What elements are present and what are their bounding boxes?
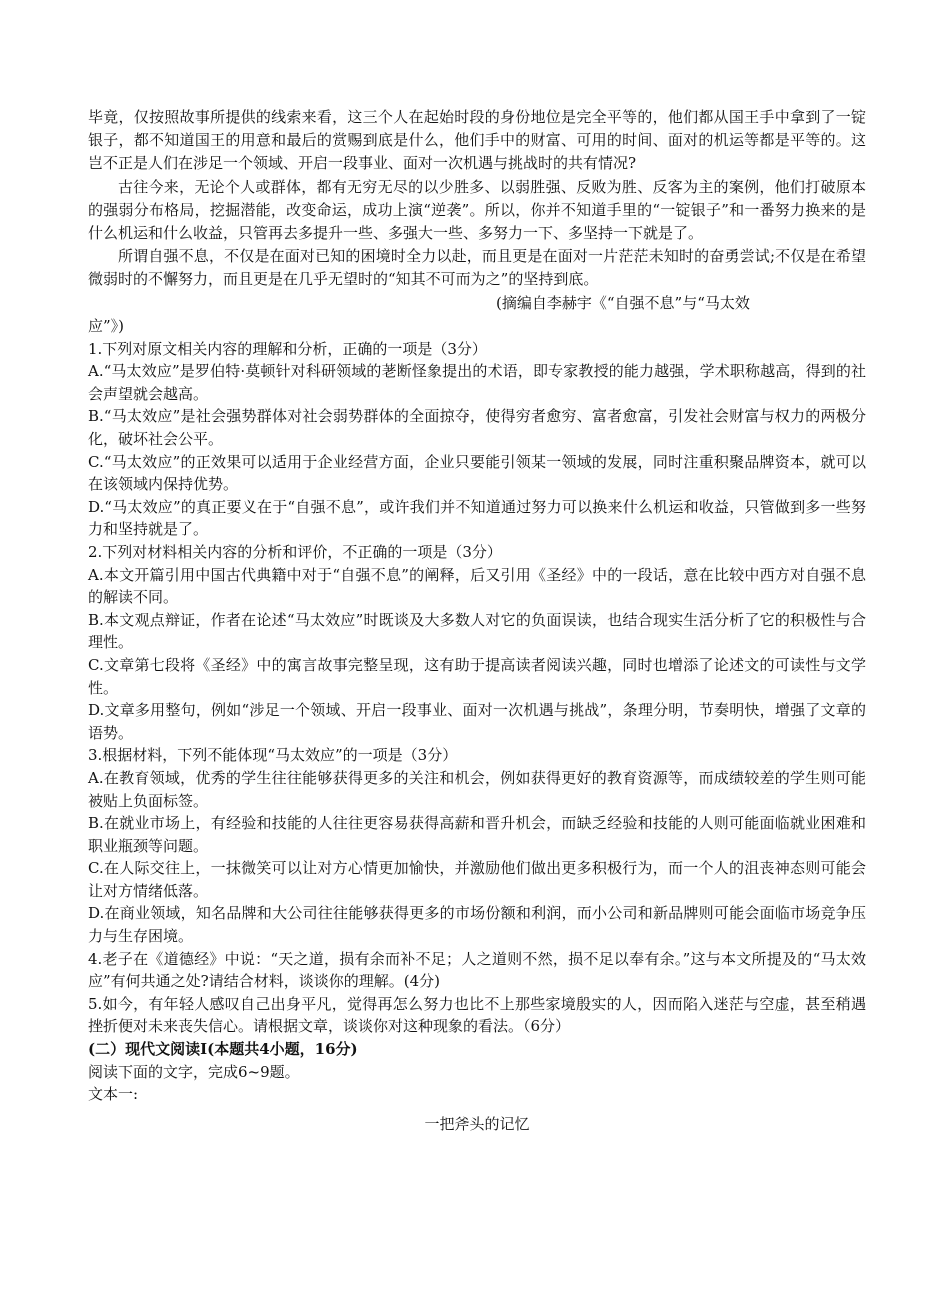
- text-label: 文本一:: [88, 1085, 139, 1104]
- passage-paragraph-2: 古往今来，无论个人或群体，都有无穷无尽的以少胜多、以弱胜强、反败为胜、反客为主的案例，他们打破原本的强弱分布格局，挖掘潜能，改变命运，成功上演“逆袭”。所以，你并不知道手里的“一锭银子”和一番努力换来的是什么机运和什么收益，只管再去多提升一些、多强大一些、多努力一下、多坚持一下就是了。: [88, 177, 866, 243]
- question-2-option-b: B.本文观点辩证，作者在论述“马太效应”时既谈及大多数人对它的负面误读，也结合现实生活分析了它的积极性与合理性。: [88, 610, 866, 652]
- question-2: [88, 541, 866, 744]
- question-1-option-c: C.“马太效应”的正效果可以适用于企业经营方面，企业只要能引领某一领域的发展，同时注重积聚品牌资本，就可以在该领域内保持优势。: [88, 452, 866, 494]
- text-column: [88, 106, 866, 1136]
- question-1-stem: 1.下列对原文相关内容的理解和分析，正确的一项是（3分）: [88, 339, 487, 358]
- question-5: 5.如今，有年轻人感叹自己出身平凡，觉得再怎么努力也比不上那些家境殷实的人，因而陷入迷茫与空虚，甚至稍遇挫折便对未来丧失信心。请根据文章，谈谈你对这种现象的看法。（6分）: [88, 994, 866, 1036]
- question-3-option-c: C.在人际交往上，一抹微笑可以让对方心情更加愉快，并激励他们做出更多积极行为，而一个人的沮丧神态则可能会让对方情绪低落。: [88, 859, 866, 900]
- question-4: 4.老子在《道德经》中说：“天之道，损有余而补不足；人之道则不然，损不足以奉有余。”这与本文所提及的“马太效应”有何共通之处?请结合材料，谈谈你的理解。(4分): [88, 949, 866, 991]
- passage-paragraph-3: 所谓自强不息，不仅是在面对已知的困境时全力以赴，而且更是在面对一片茫茫未知时的奋勇尝试;不仅是在希望微弱时的不懈努力，而且更是在几乎无望时的“知其不可而为之”的坚持到底。: [88, 247, 866, 289]
- source-citation-line-1: (摘编自李赫宇《“自强不息”与“马太效: [496, 293, 750, 312]
- question-3: [88, 744, 866, 947]
- section-instruction: 阅读下面的文字，完成6~9题。: [88, 1062, 300, 1081]
- question-2-stem: 2.下列对材料相关内容的分析和评价，不正确的一项是（3分）: [88, 542, 502, 561]
- story-title: 一把斧头的记忆: [424, 1114, 530, 1133]
- question-1-option-b: B.“马太效应”是社会强势群体对社会弱势群体的全面掠夺，使得穷者愈穷、富者愈富，引发社会财富与权力的两极分化，破坏社会公平。: [88, 407, 866, 448]
- question-1-option-d: D.“马太效应”的真正要义在于“自强不息”，或许我们并不知道通过努力可以换来什么机运和收益，只管做到多一些努力和坚持就是了。: [88, 497, 866, 539]
- question-2-option-d: D.文章多用整句，例如“涉足一个领域、开启一段事业、面对一次机遇与挑战”，条理分明，节奏明快，增强了文章的语势。: [88, 701, 866, 742]
- question-2-option-c: C.文章第七段将《圣经》中的寓言故事完整呈现，这有助于提高读者阅读兴趣，同时也增添了论述文的可读性与文学性。: [88, 655, 866, 697]
- question-3-option-a: A.在教育领域，优秀的学生往往能够获得更多的关注和机会，例如获得更好的教育资源等，而成绩较差的学生则可能被贴上负面标签。: [88, 768, 866, 810]
- source-citation: [88, 292, 866, 338]
- question-2-option-a: A.本文开篇引用中国古代典籍中对于“自强不息”的阐释，后又引用《圣经》中的一段话，意在比较中西方对自强不息的解读不同。: [88, 565, 866, 607]
- source-citation-line-2: 应”》): [88, 316, 125, 335]
- section-heading: (二）现代文阅读Ⅰ(本题共4小题，16分): [88, 1040, 358, 1059]
- question-3-option-b: B.在就业市场上，有经验和技能的人往往更容易获得高薪和晋升机会，而缺乏经验和技能的人则可能面临就业困难和职业瓶颈等问题。: [88, 814, 866, 855]
- question-1-option-a: A.“马太效应”是罗伯特·莫顿针对科研领域的荖断怪象提出的术语，即专家教授的能力越强，学术职称越高，得到的社会声望就会越高。: [88, 362, 866, 403]
- passage-paragraph-1: 毕竟，仅按照故事所提供的线索来看，这三个人在起始时段的身份地位是完全平等的，他们都从国王手中拿到了一锭银子，都不知道国王的用意和最后的赏赐到底是什么，他们手中的财富、可用的时间、面对的机运等都是平等的。这岂不正是人们在涉足一个领域、开启一段事业、面对一次机遇与挑战时的共有情况?: [88, 108, 866, 173]
- question-1: [88, 338, 866, 541]
- question-3-stem: 3.根据材料，下列不能体现“马太效应”的一项是（3分）: [88, 746, 458, 765]
- question-3-option-d: D.在商业领域，知名品牌和大公司往往能够获得更多的市场份额和利润，而小公司和新品牌则可能会面临市场竞争压力与生存困境。: [88, 904, 866, 946]
